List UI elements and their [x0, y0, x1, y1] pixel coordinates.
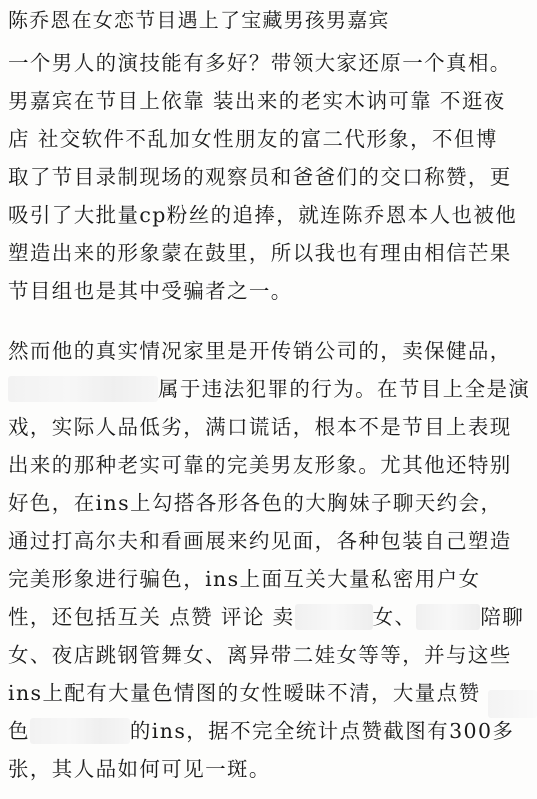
- text-line: 通过打高尔夫和看画展来约见面，各种包装自己塑造: [8, 529, 512, 553]
- text-fragment: 陪聊: [480, 605, 525, 629]
- redaction-blur: [488, 690, 537, 718]
- text-line: 好色，在ins上勾搭各形各色的大胸妹子聊天约会，: [8, 491, 503, 515]
- text-fragment: 女、: [372, 605, 417, 629]
- redaction-blur: [295, 604, 373, 630]
- text-line: 吸引了大批量cp粉丝的追捧，就连陈乔恩本人也被他: [8, 203, 518, 227]
- text-line: ins上配有大量色情图的女性暧昧不清，大量点赞: [8, 681, 481, 705]
- text-line: 节目组也是其中受骗者之一。: [8, 279, 293, 303]
- text-line: 塑造出来的形象蒙在鼓里，所以我也有理由相信芒果: [8, 241, 512, 265]
- text-line: 戏，实际人品低劣，满口谎话，根本不是节目上表现: [8, 415, 512, 439]
- text-line: 女、夜店跳钢管舞女、离异带二娃女等等，并与这些: [8, 643, 512, 667]
- text-line-redacted: [8, 712, 532, 750]
- text-line: 一个男人的演技能有多好？带领大家还原一个真相。: [8, 51, 512, 75]
- text-line-redacted: [8, 370, 532, 408]
- redaction-blur: [416, 604, 480, 630]
- redaction-blur: [8, 376, 158, 402]
- text-line-redacted: [8, 598, 532, 636]
- text-line: 完美形象进行骗色，ins上面互关大量私密用户女: [8, 567, 481, 591]
- text-line: 男嘉宾在节目上依靠 装出来的老实木讷可靠 不逛夜: [8, 89, 506, 113]
- text-line: 出来的那种老实可靠的完美男友形象。尤其他还特别: [8, 453, 512, 477]
- text-fragment: 性，还包括互关 点赞 评论 卖: [8, 605, 295, 629]
- text-line: 店 社交软件不乱加女性朋友的富二代形象，不但博: [8, 127, 498, 151]
- text-line: 取了节目录制现场的观察员和爸爸们的交口称赞，更: [8, 165, 512, 189]
- text-fragment: 的ins，据不完全统计点赞截图有300多: [129, 719, 515, 743]
- text-fragment: 色: [8, 719, 30, 743]
- paragraph-intro: [8, 44, 532, 310]
- text-line: 张，其人品如何可见一斑。: [8, 757, 271, 781]
- paragraph-details: [8, 332, 532, 788]
- text-line: 然而他的真实情况家里是开传销公司的，卖保健品，: [8, 339, 512, 363]
- redaction-blur: [30, 718, 130, 744]
- article-title: 陈乔恩在女恋节目遇上了宝藏男孩男嘉宾: [8, 8, 390, 32]
- text-fragment: 属于违法犯罪的行为。在节目上全是演: [158, 377, 531, 401]
